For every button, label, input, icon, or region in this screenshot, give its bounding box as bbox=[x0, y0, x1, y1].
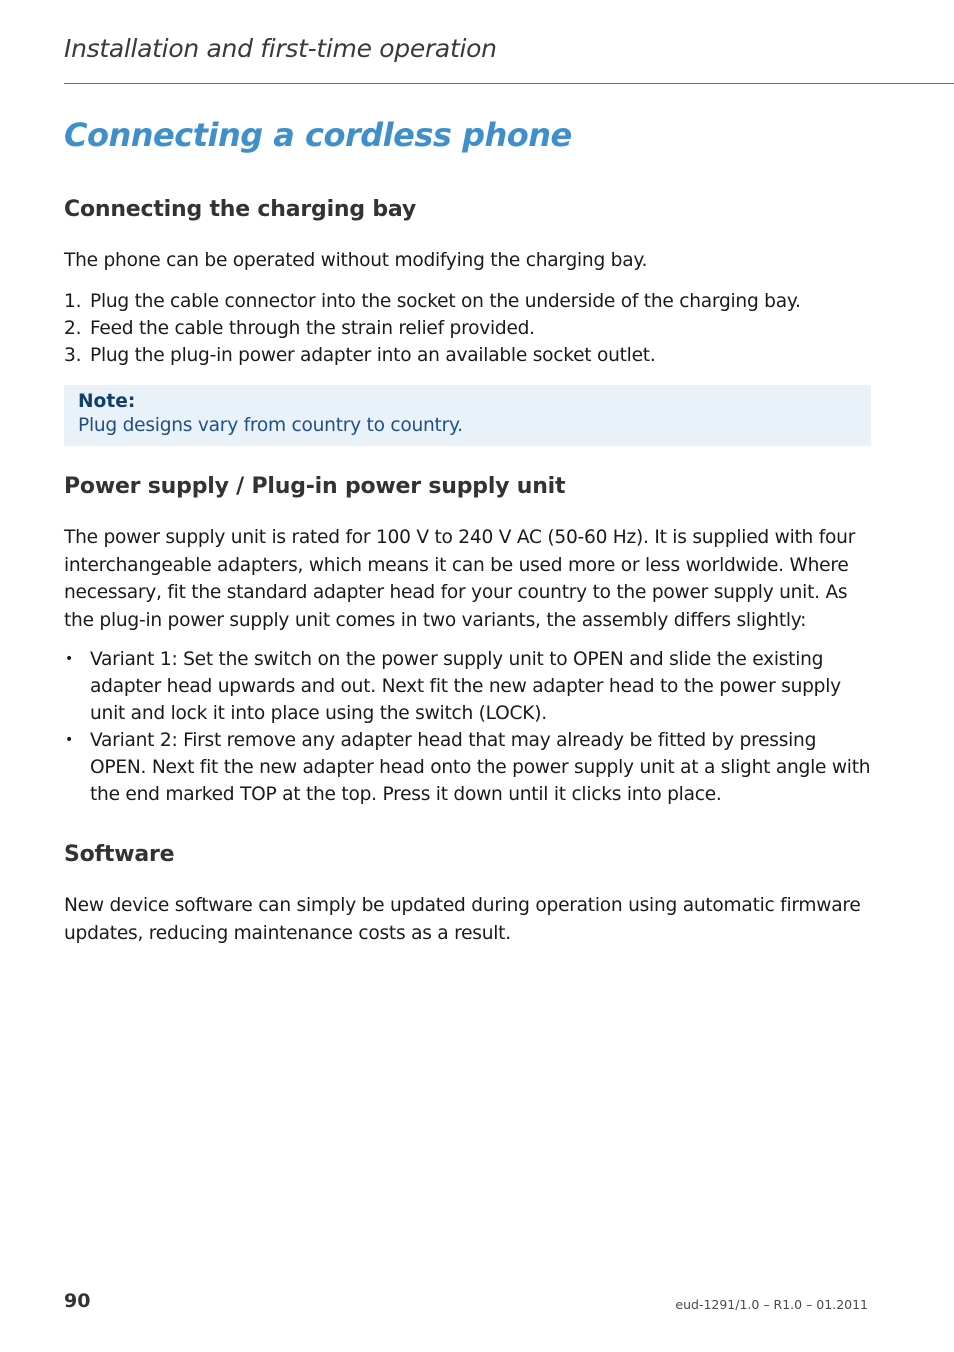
note-text: Plug designs vary from country to country. bbox=[78, 415, 463, 436]
bullet-text: Variant 2: First remove any adapter head that may already be fitted by pressing OPEN. Next fit the new adapter head onto the power supply unit at a slight angle with the end marked TOP at the top. Press it down until it clicks into place. bbox=[90, 730, 871, 805]
list-item bbox=[64, 727, 874, 808]
list-item bbox=[64, 288, 874, 315]
step-text: Plug the plug-in power adapter into an available socket outlet. bbox=[90, 345, 656, 366]
step-text: Plug the cable connector into the socket on the underside of the charging bay. bbox=[90, 291, 801, 312]
list-item bbox=[64, 315, 874, 342]
running-header: Installation and first-time operation bbox=[64, 34, 497, 63]
page-title: Connecting a cordless phone bbox=[64, 116, 572, 154]
section-heading-power-supply: Power supply / Plug-in power supply unit bbox=[64, 474, 566, 499]
list-item bbox=[64, 646, 874, 727]
charging-bay-intro: The phone can be operated without modifying the charging bay. bbox=[64, 250, 648, 271]
power-supply-variants bbox=[64, 646, 874, 808]
section-heading-software: Software bbox=[64, 842, 175, 867]
note-label: Note: bbox=[78, 391, 136, 412]
step-number: 3. bbox=[64, 345, 82, 366]
list-item bbox=[64, 342, 874, 369]
bullet-marker: • bbox=[65, 651, 74, 667]
section-heading-charging-bay: Connecting the charging bay bbox=[64, 197, 417, 222]
step-number: 2. bbox=[64, 318, 82, 339]
page-number: 90 bbox=[64, 1290, 91, 1312]
bullet-text: Variant 1: Set the switch on the power supply unit to OPEN and slide the existing adapter head upwards and out. Next fit the new adapter head to the power supply unit and lock it into place using the switch (LOCK). bbox=[90, 649, 841, 724]
step-number: 1. bbox=[64, 291, 82, 312]
document-reference: eud-1291/1.0 – R1.0 – 01.2011 bbox=[675, 1297, 868, 1312]
charging-bay-steps bbox=[64, 288, 874, 369]
power-supply-body: The power supply unit is rated for 100 V to 240 V AC (50-60 Hz). It is supplied with four interchangeable adapters, which means it can be used more or less worldwide. Where necessary, fit the standard adapter head for your country to the power supply unit. As the plug-in power supply unit comes in two variants, the assembly differs slightly: bbox=[64, 527, 856, 631]
software-body: New device software can simply be updated during operation using automatic firmware updates, reducing maintenance costs as a result. bbox=[64, 895, 861, 944]
bullet-marker: • bbox=[65, 732, 74, 748]
header-divider bbox=[64, 83, 954, 84]
note-box bbox=[64, 385, 871, 446]
step-text: Feed the cable through the strain relief provided. bbox=[90, 318, 535, 339]
